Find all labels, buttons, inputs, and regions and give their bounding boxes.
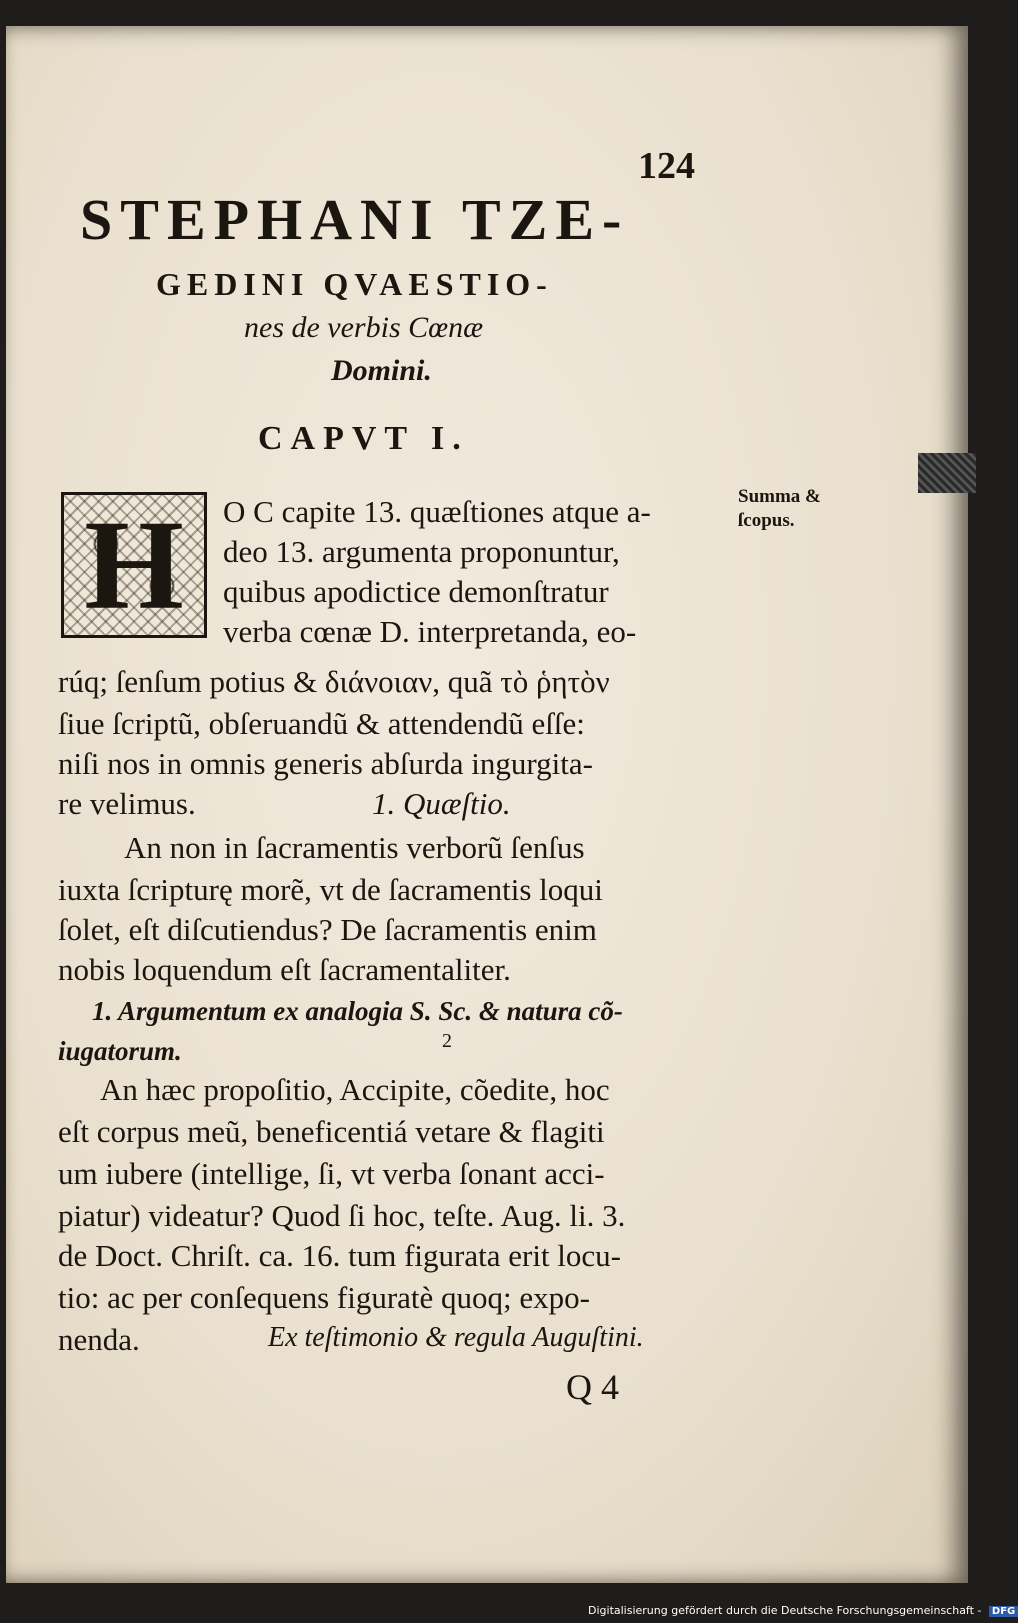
testimonium-note: Ex teſtimonio & regula Auguſtini. <box>268 1322 644 1353</box>
digitization-footer <box>588 1604 1018 1617</box>
text-line-14: eſt corpus meũ, beneficentiá vetare & flagiti <box>58 1114 605 1149</box>
catchword-signature: Q 4 <box>566 1367 619 1407</box>
text-line-1: O C capite 13. quæſtiones atque a- <box>223 494 651 529</box>
text-line-19: nenda. <box>58 1322 140 1357</box>
text-line-4: verba cœnæ D. interpretanda, eo- <box>223 614 637 649</box>
margin-note-1: Summa & <box>738 486 821 507</box>
text-line-6: ſiue ſcriptũ, obſeruandũ & attendendũ eſſe: <box>58 706 585 741</box>
text-line-15: um iubere (intellige, ſi, vt verba ſonant acci- <box>58 1156 605 1191</box>
footer-text: Digitalisierung gefördert durch die Deutsche Forschungsgemeinschaft - <box>588 1604 982 1617</box>
text-line-2: deo 13. argumenta proponuntur, <box>223 534 620 569</box>
page-number: 124 <box>638 145 695 187</box>
text-line-9: An non in ſacramentis verborũ ſenſus <box>124 830 585 865</box>
text-line-8: re velimus. <box>58 786 196 821</box>
text-line-13: An hæc propoſitio, Accipite, cõedite, hoc <box>100 1072 610 1107</box>
argument-line-2: iugatorum. <box>58 1036 182 1066</box>
ornamental-initial <box>61 492 207 638</box>
text-line-17: de Doct. Chriſt. ca. 16. tum figurata erit locu- <box>58 1238 621 1273</box>
text-line-5: rúq; ſenſum potius & διάνοιαν, quã τὸ ῥητὸν <box>58 664 610 699</box>
book-page <box>6 26 968 1583</box>
chapter-heading: CAPVT I. <box>258 420 469 457</box>
argument-number: 2 <box>442 1030 452 1052</box>
text-line-3: quibus apodictice demonſtratur <box>223 574 609 609</box>
text-line-16: piatur) videatur? Quod ſi hoc, teſte. Aug. li. 3. <box>58 1198 626 1233</box>
title-line-3: nes de verbis Cœnæ <box>244 311 484 344</box>
argument-line-1: 1. Argumentum ex analogia S. Sc. & natura cõ- <box>92 996 623 1026</box>
dfg-logo: DFG <box>989 1606 1018 1617</box>
title-line-1: STEPHANI TZE- <box>80 187 630 252</box>
page-tab-marker <box>918 453 976 493</box>
text-line-12: nobis loquendum eſt ſacramentaliter. <box>58 952 511 987</box>
title-line-2: GEDINI QVAESTIO- <box>156 266 553 302</box>
initial-letter: H <box>84 494 184 636</box>
title-line-4: Domini. <box>331 354 432 387</box>
text-line-10: iuxta ſcripturę morẽ, vt de ſacramentis loqui <box>58 872 603 907</box>
quaestio-label: 1. Quæſtio. <box>372 786 511 821</box>
text-line-7: niſi nos in omnis generis abſurda ingurgita- <box>58 746 593 781</box>
text-line-18: tio: ac per conſequens figuratè quoq; expo- <box>58 1280 590 1315</box>
margin-note-2: ſcopus. <box>738 510 795 531</box>
text-line-11: ſolet, eſt diſcutiendus? De ſacramentis enim <box>58 912 597 947</box>
